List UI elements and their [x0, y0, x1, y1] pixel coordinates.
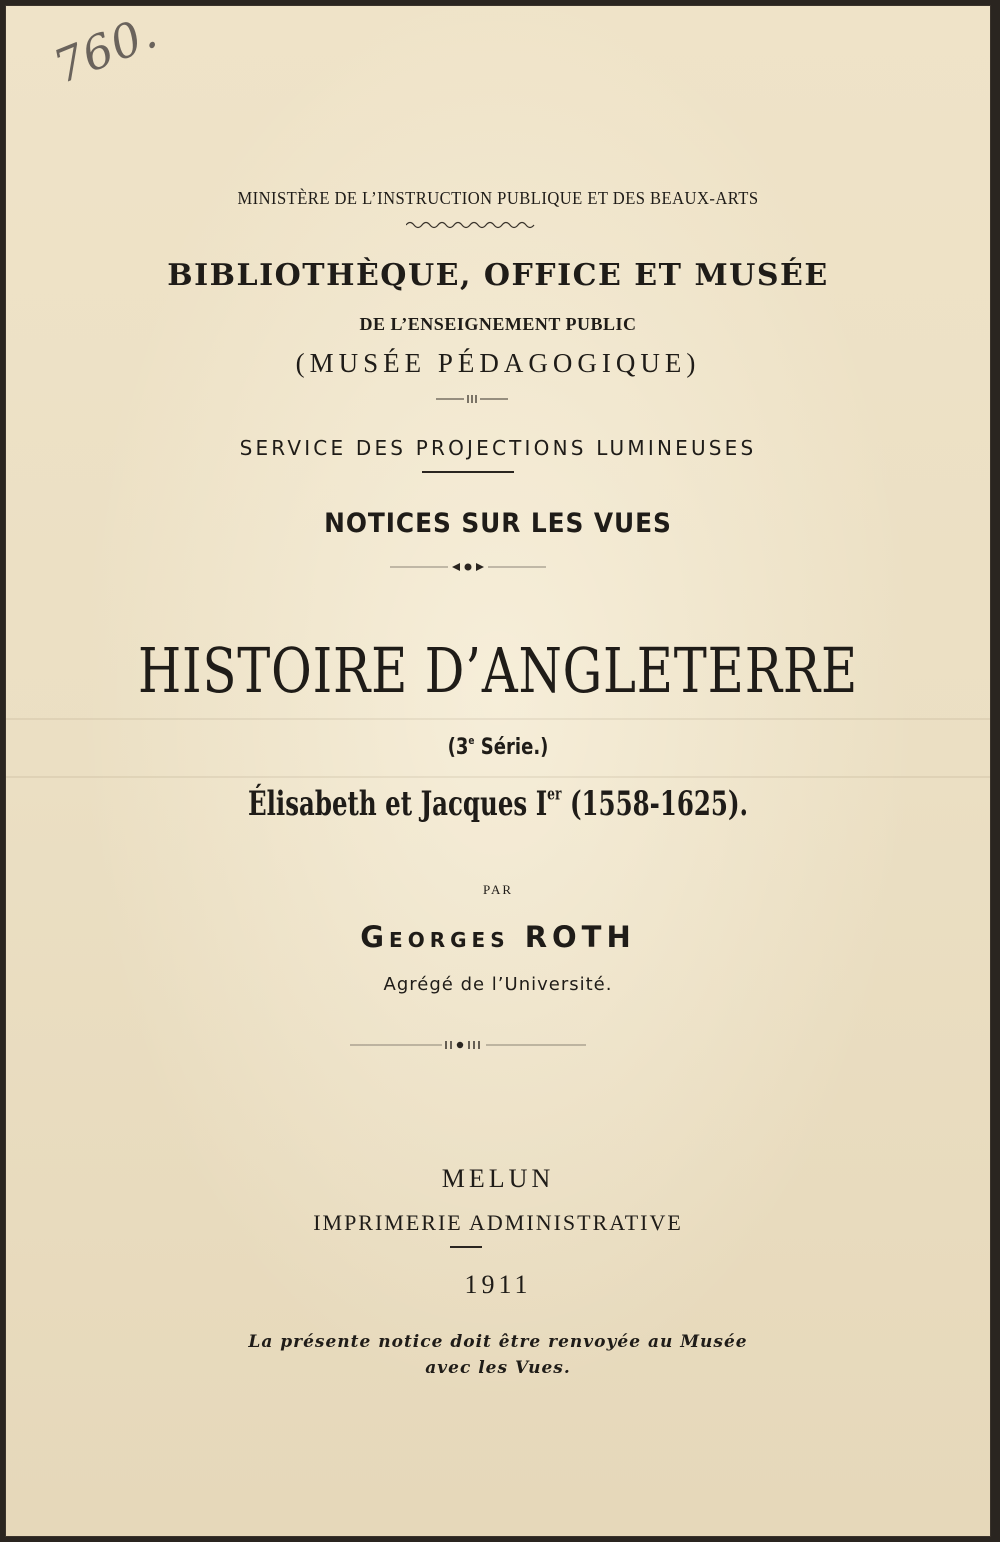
wavy-rule-ornament: [406, 220, 536, 230]
institution-subtitle: DE L’ENSEIGNEMENT PUBLIC: [359, 314, 637, 334]
small-rule-ornament: [436, 394, 508, 404]
series-label: (3e Série.): [447, 734, 549, 760]
return-notice-line-2: avec les Vues.: [425, 1358, 571, 1378]
return-notice-line-1: La présente notice doit être renvoyée au Musée: [248, 1332, 748, 1352]
museum-name: (MUSÉE PÉDAGOGIQUE): [295, 348, 701, 378]
service-heading: SERVICE DES PROJECTIONS LUMINEUSES: [239, 436, 757, 460]
book-title: HISTOIRE D’ANGLETERRE: [138, 634, 858, 707]
imprint-printer: IMPRIMERIE ADMINISTRATIVE: [313, 1210, 683, 1235]
author-name: Georges ROTH: [360, 920, 636, 954]
beaded-rule-ornament: [350, 1040, 586, 1050]
horizontal-rule: [450, 1246, 482, 1248]
paper-fold: [6, 776, 990, 778]
subject-line: Élisabeth et Jacques Ier (1558-1625).: [247, 784, 749, 824]
author-title: Agrégé de l’Université.: [383, 974, 613, 995]
ministry-heading: MINISTÈRE DE L’INSTRUCTION PUBLIQUE ET DES BEAUX-ARTS: [237, 188, 759, 208]
by-label: PAR: [482, 882, 514, 897]
document-page: [6, 6, 990, 1536]
institution-title: BIBLIOTHÈQUE, OFFICE ET MUSÉE: [167, 258, 829, 293]
imprint-city: MELUN: [441, 1164, 555, 1193]
horizontal-rule: [422, 471, 514, 473]
notices-heading: NOTICES SUR LES VUES: [324, 508, 672, 539]
paper-fold: [6, 718, 990, 720]
handwritten-number: 760.: [46, 4, 165, 95]
diamond-rule-ornament: [390, 562, 546, 572]
imprint-year: 1911: [464, 1270, 532, 1299]
